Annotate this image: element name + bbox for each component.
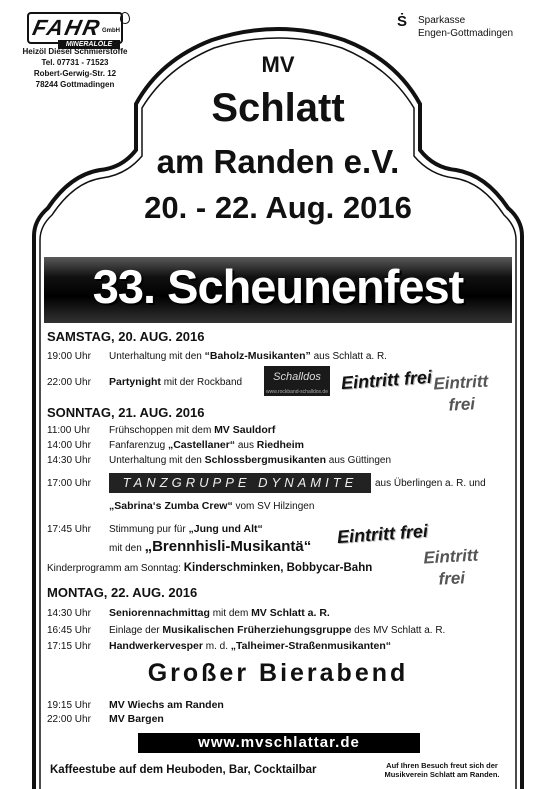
place: Riedheim <box>256 439 305 451</box>
rockband-logo <box>264 366 330 396</box>
fahr-logo-text: FAHR <box>30 15 104 40</box>
time: 14:30 Uhr <box>47 455 91 466</box>
saturday-heading: SAMSTAG, 20. AUG. 2016 <box>47 329 205 344</box>
footer-greeting-line1: Auf Ihren Besuch freut sich der <box>386 761 498 770</box>
text: Unterhaltung mit den <box>109 351 205 362</box>
fahr-tagline: MINERALÖLE <box>58 40 120 49</box>
activities: Kinderschminken, Bobbycar-Bahn <box>183 562 373 574</box>
header-name: Schlatt <box>211 86 345 130</box>
sunday-row-2 <box>47 439 304 452</box>
text: Kinderprogramm am Sonntag: <box>47 563 184 574</box>
fahr-phone: Tel. 07731 - 71523 <box>41 58 109 67</box>
event: Seniorennachmittag <box>109 607 210 619</box>
text: des MV Schlatt a. R. <box>351 625 446 636</box>
text: mit dem <box>209 608 252 619</box>
free-entry-line1: Eintritt <box>432 371 489 394</box>
sunday-free-entry-bold: Eintritt frei <box>336 520 429 548</box>
sunday-kids-program <box>47 562 372 575</box>
monday-row-2 <box>47 624 445 637</box>
fahr-street: Robert-Gerwig-Str. 12 <box>33 69 117 78</box>
group: „Sabrina‘s Zumba Crew“ <box>109 500 233 512</box>
text: mit der Rockband <box>160 377 243 388</box>
band: “Baholz-Musikanten” <box>204 350 311 362</box>
audience: „Jung und Alt“ <box>188 523 263 535</box>
monday-row-1 <box>47 607 330 620</box>
text: Fanfarenzug <box>109 440 168 451</box>
saturday-free-entry-grey <box>433 371 490 418</box>
free-entry-line2: frei <box>448 394 476 415</box>
sunday-row-4 <box>47 478 109 490</box>
time: 17:45 Uhr <box>47 524 91 535</box>
band: MV Bargen <box>109 713 164 725</box>
monday-row-3 <box>47 640 391 653</box>
fahr-gmbh: GmbH <box>102 28 120 34</box>
footer-greeting-line2: Musikverein Schlatt am Randen. <box>384 770 500 779</box>
fahr-products: Heizöl Diesel Schmierstoffe <box>22 47 128 56</box>
saturday-row-2 <box>47 376 242 389</box>
group: Musikalischen Früherziehungsgruppe <box>162 624 352 636</box>
sparkasse-line1: Sparkasse <box>418 15 466 26</box>
sunday-free-entry-grey <box>423 545 480 592</box>
sparkasse-line2: Engen-Gottmadingen <box>418 28 514 39</box>
monday-row-5 <box>47 713 164 726</box>
monday-heading: MONTAG, 22. AUG. 2016 <box>47 585 198 600</box>
dynamite-logo: TANZGRUPPE DYNAMITE <box>109 473 371 493</box>
time: 16:45 Uhr <box>47 625 91 636</box>
time: 22:00 Uhr <box>47 377 91 388</box>
header-mv: MV <box>261 52 295 77</box>
text: vom SV Hilzingen <box>232 501 315 512</box>
text: Einlage der <box>109 625 163 636</box>
band: Schlossbergmusikanten <box>204 454 326 466</box>
rockband-logo-url: www.rockband-schalldos.de <box>266 389 328 395</box>
footer-greeting <box>367 761 517 779</box>
bierabend-title: Großer Bierabend <box>147 659 409 687</box>
header-dates: 20. - 22. Aug. 2016 <box>144 190 412 225</box>
event: Handwerkervesper <box>109 640 203 652</box>
saturday-row-1 <box>47 350 387 363</box>
band: „Castellaner“ <box>167 439 236 451</box>
sparkasse-s-icon: Ṡ <box>397 13 408 30</box>
text: aus Schlatt a. R. <box>310 351 387 362</box>
time: 17:00 Uhr <box>47 478 91 489</box>
time: 11:00 Uhr <box>47 425 91 436</box>
time: 14:30 Uhr <box>47 608 91 619</box>
monday-row-4 <box>47 699 224 712</box>
text: Unterhaltung mit den <box>109 455 205 466</box>
sunday-row-5 <box>47 523 263 536</box>
rockband-logo-text: Schalldos <box>273 371 321 383</box>
band: MV Wiechs am Randen <box>109 699 224 711</box>
time: 14:00 Uhr <box>47 440 91 451</box>
website-link[interactable]: www.mvschlattar.de <box>198 734 360 751</box>
sunday-row-4-line2 <box>109 500 314 513</box>
text: m. d. <box>202 641 231 652</box>
banner-title: 33. Scheunenfest <box>92 260 464 313</box>
time: 19:15 Uhr <box>47 700 91 711</box>
fahr-city: 78244 Gottmadingen <box>35 80 115 89</box>
text: Frühschoppen mit dem <box>109 425 215 436</box>
header-place: am Randen e.V. <box>156 143 400 180</box>
oil-drop-icon <box>120 12 130 24</box>
text: mit den <box>109 543 145 554</box>
time: 19:00 Uhr <box>47 351 91 362</box>
saturday-free-entry-bold: Eintritt frei <box>340 366 433 394</box>
sunday-heading: SONNTAG, 21. AUG. 2016 <box>47 405 205 420</box>
footer-amenities: Kaffeestube auf dem Heuboden, Bar, Cocktailbar <box>50 764 317 776</box>
band: „Talheimer-Straßenmusikanten“ <box>230 640 392 652</box>
text: Stimmung pur für <box>109 524 189 535</box>
sunday-row-3 <box>47 454 391 467</box>
band: MV Schlatt a. R. <box>251 607 330 619</box>
sunday-row-1 <box>47 424 275 437</box>
free-entry-line1: Eintritt <box>422 545 479 568</box>
band: MV Sauldorf <box>214 424 276 436</box>
time: 22:00 Uhr <box>47 714 91 725</box>
sparkasse-name <box>418 14 513 40</box>
band: „Brennhisli-Musikantä“ <box>144 538 312 555</box>
sunday-row-4-origin: aus Überlingen a. R. und <box>375 478 486 489</box>
free-entry-line2: frei <box>438 568 466 589</box>
text: aus <box>235 440 257 451</box>
text: aus Güttingen <box>326 455 392 466</box>
sunday-row-5-line2 <box>109 538 311 558</box>
event: Partynight <box>109 376 161 388</box>
time: 17:15 Uhr <box>47 641 91 652</box>
